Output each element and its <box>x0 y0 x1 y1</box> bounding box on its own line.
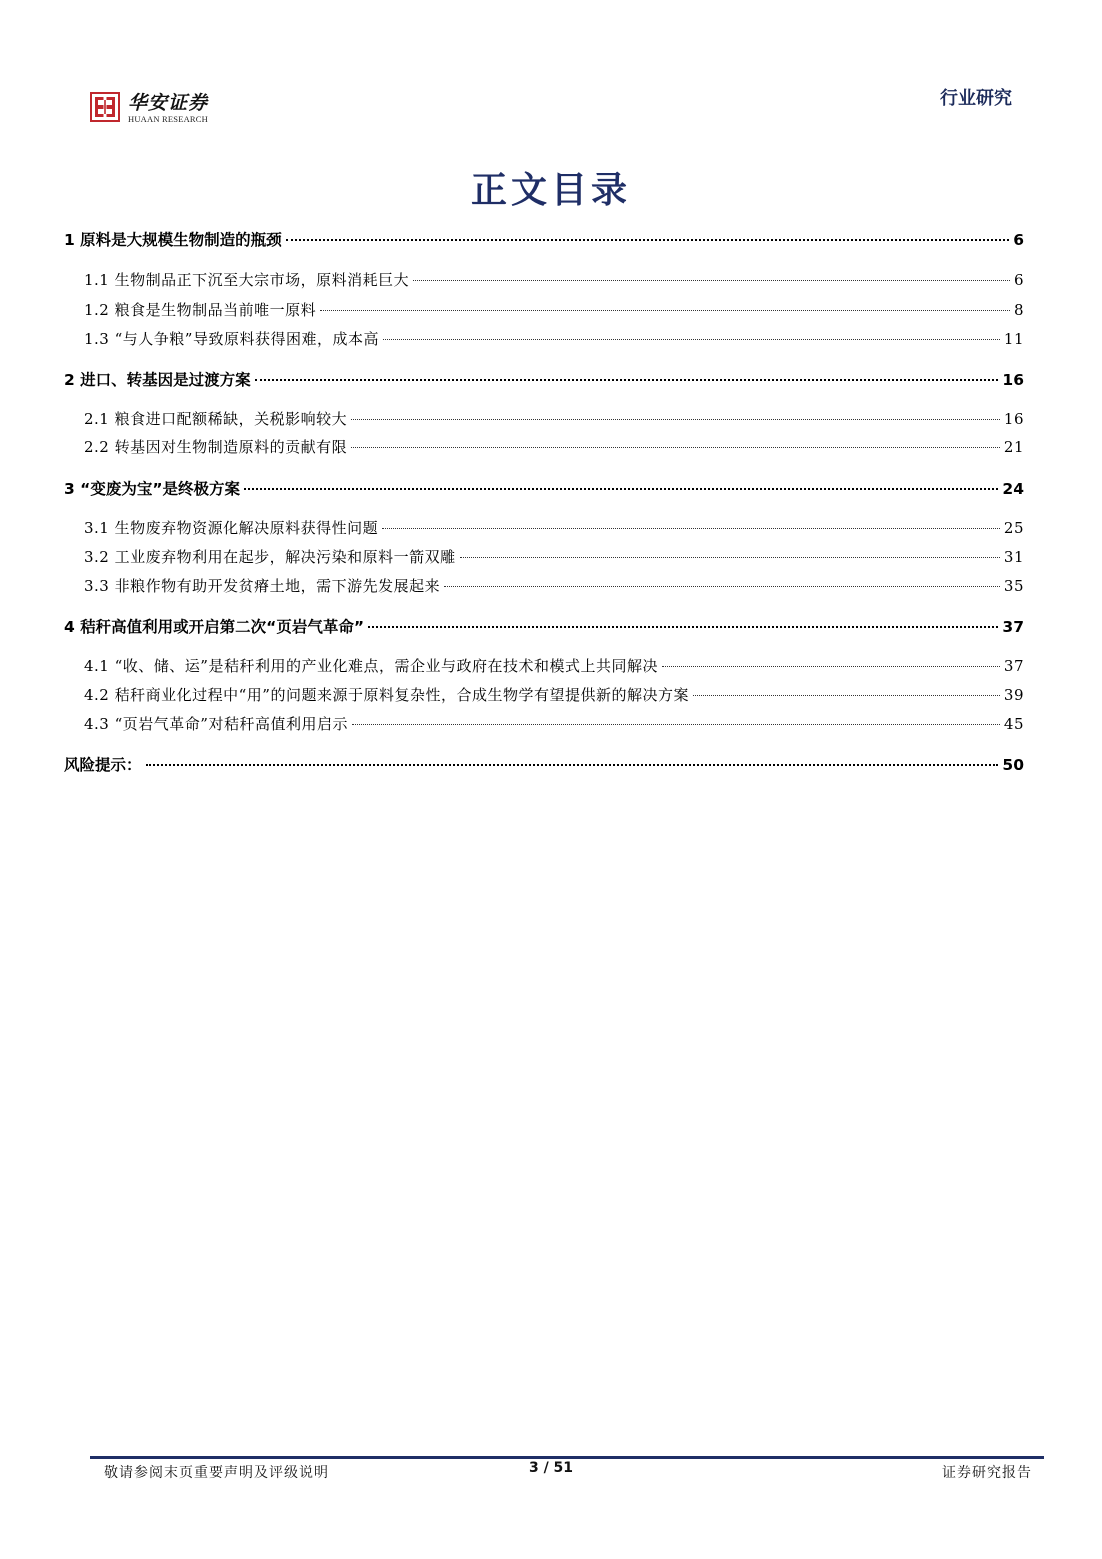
toc-dot-leader <box>662 666 1000 667</box>
toc-dot-leader <box>352 724 1000 725</box>
toc-entry-page: 16 <box>1003 410 1024 428</box>
toc-entry-page: 6 <box>1013 271 1024 289</box>
footer-report-type: 证券研究报告 <box>942 1465 1032 1481</box>
toc-entry-title: 2.1 粮食进口配额稀缺，关税影响较大 <box>84 410 348 428</box>
toc-entry-title: 3.3 非粮作物有助开发贫瘠土地，需下游先发展起来 <box>84 577 441 595</box>
toc-entry[interactable] <box>64 269 1024 293</box>
toc-entry[interactable] <box>64 713 1024 737</box>
toc-entry[interactable] <box>64 408 1024 432</box>
toc-entry-title: 1.3 “与人争粮”导致原料获得困难，成本高 <box>84 330 379 348</box>
toc-dot-leader <box>255 379 999 381</box>
toc-entry-page: 6 <box>1013 231 1024 249</box>
toc-entry-title: 3.2 工业废弃物利用在起步，解决污染和原料一箭双雕 <box>84 548 456 566</box>
logo-text <box>128 92 208 124</box>
toc-entry-page: 16 <box>1002 371 1024 389</box>
toc-dot-leader <box>383 339 1000 340</box>
toc-entry[interactable] <box>64 477 1024 501</box>
toc-entry-page: 8 <box>1013 301 1024 319</box>
toc-dot-leader <box>444 586 1000 587</box>
report-category: 行业研究 <box>940 88 1012 109</box>
toc-entry[interactable] <box>64 684 1024 708</box>
logo-name-en: HUAAN RESEARCH <box>128 114 209 124</box>
toc-dot-leader <box>413 280 1010 281</box>
toc-entry-page: 25 <box>1003 519 1024 537</box>
page-number: 3 / 51 <box>528 1460 574 1476</box>
toc-entry-page: 31 <box>1003 548 1024 566</box>
toc-dot-leader <box>351 447 1000 448</box>
toc-entry[interactable] <box>64 655 1024 679</box>
toc-dot-leader <box>368 626 998 628</box>
toc-dot-leader <box>693 695 1000 696</box>
toc-entry-page: 24 <box>1002 480 1024 498</box>
toc-entry[interactable] <box>64 368 1024 392</box>
toc-entry[interactable] <box>64 517 1024 541</box>
toc-dot-leader <box>460 557 1000 558</box>
toc-entry-title: 3.1 生物废弃物资源化解决原料获得性问题 <box>84 519 379 537</box>
toc-entry-page: 37 <box>1003 657 1024 675</box>
toc-entry-title: 风险提示： <box>64 756 142 774</box>
logo-name-cn: 华安证券 <box>128 92 209 114</box>
page-header <box>0 0 1102 140</box>
toc-entry[interactable] <box>64 328 1024 352</box>
footer-disclaimer: 敬请参阅末页重要声明及评级说明 <box>104 1465 329 1481</box>
toc-dot-leader <box>320 310 1010 311</box>
toc-entry-title: 4.3 “页岩气革命”对秸秆高值利用启示 <box>84 715 348 733</box>
toc-entry[interactable] <box>64 615 1024 639</box>
toc-entry-title: 4.1 “收、储、运”是秸秆利用的产业化难点，需企业与政府在技术和模式上共同解决 <box>84 657 658 675</box>
toc-dot-leader <box>382 528 1000 529</box>
footer-divider <box>90 1456 1044 1459</box>
toc-entry[interactable] <box>64 546 1024 570</box>
toc-entry-title: 4 秸秆高值利用或开启第二次“页岩气革命” <box>64 618 365 636</box>
toc-title: 正文目录 <box>470 169 631 211</box>
toc-dot-leader <box>244 488 998 490</box>
huaan-logo-icon <box>90 92 120 122</box>
toc-entry-page: 35 <box>1003 577 1024 595</box>
toc-entry-page: 45 <box>1003 715 1024 733</box>
toc-entry-page: 50 <box>1002 756 1024 774</box>
toc-entry-page: 39 <box>1003 686 1024 704</box>
toc-entry-title: 1 原料是大规模生物制造的瓶颈 <box>64 231 282 249</box>
toc-entry-title: 1.2 粮食是生物制品当前唯一原料 <box>84 301 317 319</box>
toc-entry[interactable] <box>64 753 1024 777</box>
toc-entry-title: 1.1 生物制品正下沉至大宗市场，原料消耗巨大 <box>84 271 410 289</box>
toc-entry[interactable] <box>64 228 1024 252</box>
toc-entry[interactable] <box>64 299 1024 323</box>
toc-entry-title: 2.2 转基因对生物制造原料的贡献有限 <box>84 438 348 456</box>
toc-dot-leader <box>146 764 999 766</box>
toc-entry-page: 11 <box>1003 330 1024 348</box>
company-logo <box>90 92 208 124</box>
toc-entry-title: 4.2 秸秆商业化过程中“用”的问题来源于原料复杂性，合成生物学有望提供新的解决方案 <box>84 686 689 704</box>
toc-entry[interactable] <box>64 575 1024 599</box>
toc-entry-page: 21 <box>1003 438 1024 456</box>
toc-entry-title: 3 “变废为宝”是终极方案 <box>64 480 241 498</box>
toc-entry[interactable] <box>64 436 1024 460</box>
toc-entry-page: 37 <box>1002 618 1024 636</box>
toc-entry-title: 2 进口、转基因是过渡方案 <box>64 371 251 389</box>
toc-dot-leader <box>286 239 1010 241</box>
toc-dot-leader <box>351 419 1000 420</box>
